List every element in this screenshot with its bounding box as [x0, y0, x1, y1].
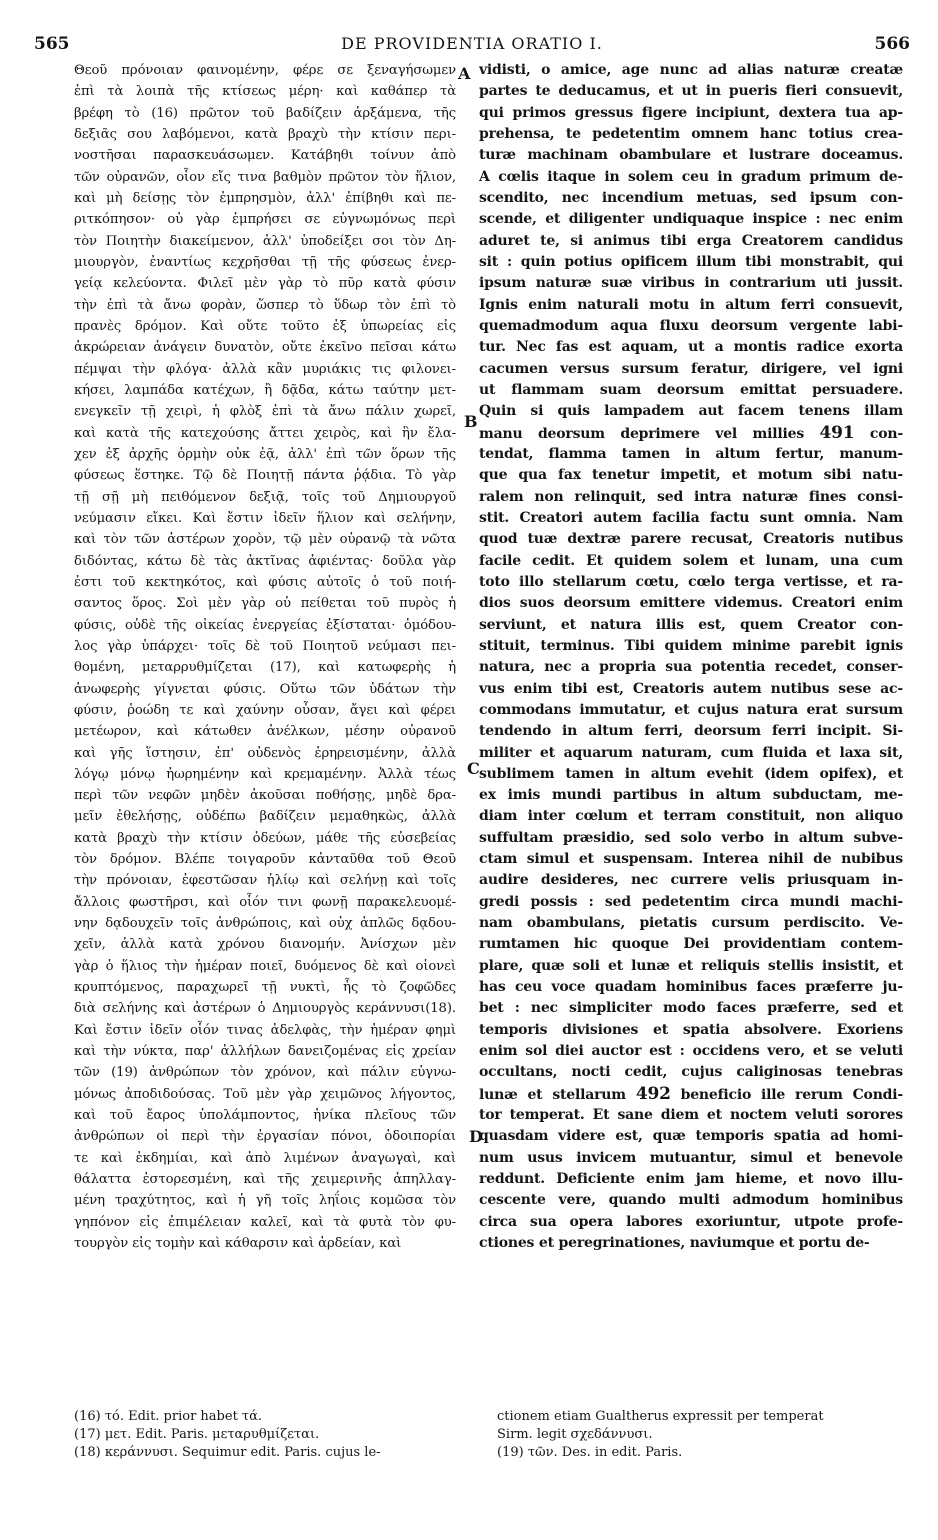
latin-text-line: qui primos gressus figere incipiunt, dextera tua ap-: [479, 104, 903, 121]
column-number: 491: [819, 422, 855, 443]
latin-text-line: aduret te, si animus tibi erga Creatorem candidus: [479, 232, 903, 249]
latin-text-line: stit. Creatori autem facilia factu sunt omnia. Nam: [479, 509, 903, 526]
greek-text-line: τουργὸν εἰς τομὴν καὶ κάθαρσιν καὶ ἀρδείαν, καὶ: [74, 1236, 402, 1252]
margin-marker-a: A: [458, 64, 471, 83]
greek-text-line: τῶν οὐρανῶν, οἷον εἴς τινα βαθμὸν πρῶτον τὸν ἥλιον,: [74, 169, 456, 185]
greek-text-line: χεν ἐξ ἀρχῆς ὁρμὴν οὐκ ἐᾷ, ἀλλ' ἐπὶ τῶν ὅρων τῆς: [74, 446, 456, 462]
latin-text-line: militer et aquarum naturam, cum fluida et laxa sit,: [479, 744, 903, 761]
greek-text-line: τὸν Ποιητὴν διακείμενον, ἀλλ' ὑποδείξει σοι τὸν Δη-: [74, 233, 456, 249]
latin-text-line: A cœlis itaque in solem ceu in gradum primum de-: [479, 168, 903, 185]
margin-marker-b: B: [464, 412, 478, 431]
greek-text-line: γὰρ ὁ ἥλιος τὴν ἡμέραν ποιεῖ, δυόμενος δὲ καὶ οἱονεὶ: [74, 958, 456, 974]
greek-text-line: σαντος ὅρος. Σοὶ μὲν γὰρ οὐ πείθεται τοῦ πυρὸς ἡ: [74, 596, 456, 612]
footnote: Sirm. legit σχεδάννυσι.: [497, 1427, 653, 1442]
greek-text-line: θάλαττα ἐστορεσμένη, καὶ τῆς χειμερινῆς ἀπηλλαγ-: [74, 1172, 456, 1188]
greek-text-line: Θεοῦ πρόνοιαν φαινομένην, φέρε σε ξεναγήσωμεν: [74, 63, 456, 78]
greek-text-line: ἀνωφερὴς γίγνεται φύσις. Οὕτω τῶν ὑδάτων τὴν: [74, 681, 456, 697]
latin-text-line: temporis divisiones et spatia absolvere. Exoriens: [479, 1021, 903, 1038]
footnotes-right: [497, 1408, 907, 1462]
running-header: [34, 34, 910, 60]
latin-text-line: ut flammam suam deorsum emittat persuadere.: [479, 381, 903, 398]
latin-text-line: toto illo stellarum cœtu, cœlo terga vertisse, et ra-: [479, 573, 903, 590]
latin-text-line: ctiones et peregrinationes, naviumque et portu de-: [479, 1235, 870, 1252]
margin-marker-d: D: [469, 1127, 483, 1146]
greek-text-line: χεῖν, ἀλλὰ κατὰ χρόνου διανομήν. Ἀνίσχων μὲν: [74, 937, 456, 953]
page-number-left: 565: [34, 34, 70, 54]
greek-text-line: μένη τραχύτητος, καὶ ἡ γῆ τοῖς ληΐοις κομῶσα τὸν: [74, 1193, 456, 1209]
greek-text-line: καὶ τὴν νύκτα, παρ' ἀλλήλων δανειζομένας εἰς χρείαν: [74, 1044, 456, 1060]
greek-text-line: τὴν πρόνοιαν, ἐφεστῶσαν ἡλίῳ καὶ σελήνῃ καὶ τοῖς: [74, 873, 456, 889]
latin-text-line: audire desideres, nec currere velis priusquam in-: [479, 872, 903, 889]
latin-text-line: quasdam videre est, quæ temporis spatia ad homi-: [479, 1128, 903, 1145]
greek-text-line: φύσεως ἕστηκε. Τῷ δὲ Ποιητῇ πάντα ῥᾴδια. Τὸ γὰρ: [74, 468, 456, 484]
greek-text-line: κρυπτόμενος, παραχωρεῖ τῇ νυκτὶ, ἧς τὸ ζοφῶδες: [74, 980, 456, 996]
greek-text-line: μιουργὸν, ἐναντίως κεχρῆσθαι τῇ τῆς φύσεως ἐνερ-: [74, 254, 456, 270]
greek-text-line: ἐστι τοῦ κεκτηκότος, καὶ φύσις αὐτοῖς ὁ τοῦ ποιή-: [74, 574, 456, 590]
latin-text-line: gredi possis : sed pedetentim circa mundi machi-: [479, 893, 903, 910]
latin-text-line: cescente vere, quando multi admodum hominibus: [479, 1192, 903, 1209]
greek-text-column: [74, 60, 456, 1254]
greek-text-line: μεῖν ἐθελήσῃς, οὐδέπω βαδίζειν μεμαθηκὼς, ἀλλὰ: [74, 809, 456, 825]
latin-text-line: tendat, flamma tamen in altum fertur, manum-: [479, 445, 903, 462]
latin-text-line: suffultam præsidio, sed solo verbo in altum subve-: [479, 829, 903, 846]
latin-text-line: plare, quæ soli et lunæ et reliquis stellis insistit, et: [479, 957, 903, 974]
latin-text-line: tor temperat. Et sane diem et noctem veluti sorores: [479, 1107, 903, 1124]
latin-text-line: manu deorsum deprimere vel millies 491 con-: [479, 422, 903, 443]
greek-text-line: μετέωρον, καὶ κάτωθεν ἀνέλκων, μέσην οὐρανοῦ: [74, 724, 456, 740]
latin-text-line: dios suos deorsum emittere videmus. Creatori enim: [479, 595, 903, 612]
greek-text-line: νεύμασιν εἴκει. Καὶ ἔστιν ἰδεῖν ἥλιον καὶ σελήνην,: [74, 510, 456, 526]
greek-text-line: κήσει, λαμπάδα κατέχων, ἢ δᾷδα, κάτω ταύτην μετ-: [74, 382, 456, 398]
greek-text-line: μόνως ἀποδιδούσας. Τοῦ μὲν γὰρ χειμῶνος λήγοντος,: [74, 1086, 456, 1102]
greek-text-line: νην δᾳδουχεῖν τοῖς ἀνθρώποις, καὶ οὐχ ἁπλῶς δᾳδου-: [74, 916, 456, 932]
latin-text-line: vus enim tibi est, Creatoris autem nutibus sese ac-: [479, 680, 903, 697]
greek-text-line: διδόντας, κάτω δὲ τὰς ἀκτῖνας ἀφιέντας· δοῦλα γὰρ: [74, 553, 456, 569]
footnote: ctionem etiam Gualtherus expressit per temperat: [497, 1409, 824, 1424]
latin-text-line: prehensa, te pedetentim omnem hanc totius crea-: [479, 125, 903, 142]
footnote: (16) τό. Edit. prior habet τά.: [74, 1409, 263, 1424]
footnote: (18) κεράννυσι. Sequimur edit. Paris. cujus le-: [74, 1445, 381, 1460]
greek-text-line: θομένη, μεταρρυθμίζεται (17), καὶ κατωφερὴς ἡ: [74, 660, 456, 676]
greek-text-line: φύσιν, ῥοώδη τε καὶ χαύνην οὖσαν, ἄγει καὶ φέρει: [74, 702, 456, 718]
latin-text-line: sublimem tamen in altum evehit (idem opifex), et: [479, 765, 903, 782]
greek-text-line: δεξιᾶς σου λαβόμενοι, κατὰ βραχὺ τὴν κτίσιν περι-: [74, 126, 456, 142]
greek-text-line: ριτκόπησον· οὐ γὰρ ἐμπρήσει σε εὐγνωμόνως περὶ: [74, 212, 456, 228]
greek-text-line: τὴν ἐπὶ τὰ ἄνω φορὰν, ὥσπερ τὸ ὕδωρ τὸν ἐπὶ τὸ: [74, 297, 456, 313]
greek-text-line: τῶν (19) ἀνθρώπων τὸν χρόνον, καὶ πάλιν εὐγνω-: [74, 1065, 456, 1081]
greek-text-line: λόγῳ μόνῳ ἠωρημένην καὶ κρεμαμένην. Ἀλλὰ τέως: [74, 766, 456, 782]
latin-text-line: bet : nec simpliciter modo faces præferre, sed et: [479, 1000, 903, 1017]
greek-text-line: ενεγκεῖν τῇ χειρὶ, ἡ φλὸξ ἐπὶ τὰ ἄνω πάλιν χωρεῖ,: [74, 404, 456, 420]
latin-text-line: quod tuæ dextræ parere recusat, Creatoris nutibus: [479, 531, 903, 548]
greek-text-line: κατὰ βραχὺ τὴν κτίσιν ὁδεύων, μάθε τῆς εὐσεβείας: [74, 830, 456, 846]
greek-text-line: πέμψαι τὴν φλόγα· ἀλλὰ κἂν μυριάκις τις φιλονει-: [74, 361, 456, 377]
column-number: 492: [635, 1083, 671, 1104]
latin-text-line: lunæ et stellarum 492 beneficio ille rerum Condi-: [479, 1083, 903, 1104]
latin-text-line: rumtamen hic quoque Dei providentiam contem-: [479, 936, 903, 953]
greek-text-line: ἀκρώρειαν ἀνάγειν δυνατὸν, οὔτε ἐκεῖνο πεῖσαι κάτω: [74, 340, 456, 356]
latin-text-line: que qua fax tenetur impetit, et motum sibi natu-: [479, 467, 903, 484]
latin-text-line: ex imis mundi partibus in altum subductam, me-: [479, 787, 903, 804]
latin-text-line: Ignis enim naturali motu in altum ferri consuevit,: [479, 296, 903, 313]
footnotes-left: [74, 1408, 456, 1462]
latin-text-line: cacumen versus sursum feratur, dirigere, vel igni: [479, 360, 903, 377]
greek-text-line: καὶ γῆς ἵστησιν, ἐπ' οὐδενὸς ἐρηρεισμένην, ἀλλὰ: [74, 745, 456, 761]
latin-text-line: nam obambulans, pietatis cursum perdiscito. Ve-: [479, 915, 903, 932]
greek-text-line: γηπόνον εἰς ἐπιμέλειαν καλεῖ, καὶ τὰ φυτὰ τὸν φυ-: [74, 1214, 456, 1230]
latin-text-line: turæ machinam obambulare et lustrare doceamus.: [479, 147, 903, 164]
latin-text-line: sit : quin potius opificem illum tibi monstrabit, qui: [479, 253, 903, 270]
latin-text-line: circa sua opera labores exoriuntur, utpote profe-: [479, 1213, 903, 1230]
latin-text-line: serviunt, et natura illis est, quem Creator con-: [479, 616, 903, 633]
latin-text-line: tur. Nec fas est aquam, ut a montis radice exorta: [479, 339, 903, 356]
greek-text-line: βρέφη τὸ (16) πρῶτον τοῦ βαδίζειν ἀρξάμενα, τῆς: [74, 105, 456, 121]
greek-text-line: νοστῆσαι παρασκευάσωμεν. Κατάβηθι τοίνυν ἀπὸ: [74, 148, 456, 164]
greek-text-line: καὶ μὴ δείσῃς τὸν ἐμπρησμὸν, ἀλλ' ἐπίβηθι καὶ πε-: [74, 190, 456, 206]
greek-text-line: διὰ σελήνης καὶ ἀστέρων ὁ Δημιουργὸς κεράννυσι(18).: [74, 1001, 456, 1017]
latin-text-line: ralem non relinquit, sed intra naturæ fines consi-: [479, 488, 903, 505]
footnote: (19) τῶν. Des. in edit. Paris.: [497, 1445, 683, 1460]
latin-text-line: enim sol diei auctor est : occidens vero, et se veluti: [479, 1043, 903, 1060]
latin-text-line: Quin si quis lampadem aut facem tenens illam: [479, 403, 903, 420]
greek-text-line: Καὶ ἔστιν ἰδεῖν οἷόν τινας ἀδελφὰς, τὴν ἡμέραν φημὶ: [74, 1022, 456, 1038]
greek-text-line: καὶ τὸν τῶν ἀστέρων χορὸν, τῷ μὲν οὐρανῷ τὰ νῶτα: [74, 532, 456, 548]
latin-text-line: tendendo in altum ferri, deorsum ferri incipit. Si-: [479, 723, 903, 740]
latin-text-column: [479, 60, 903, 1254]
latin-text-line: partes te deducamus, et ut in pueris fieri consuevit,: [479, 83, 903, 100]
latin-text-line: ctam simul et suspensam. Interea nihil de nubibus: [479, 851, 903, 868]
greek-text-line: καὶ τοῦ ἔαρος ὑπολάμποντος, ἡνίκα πλεῖους τῶν: [74, 1108, 456, 1124]
greek-text-line: καὶ κατὰ τῆς κατεχούσης ἄττει χειρὸς, καὶ ἣν ἔλα-: [74, 425, 456, 441]
running-title: DE PROVIDENTIA ORATIO I.: [341, 34, 603, 53]
greek-text-line: τὸν δρόμον. Βλέπε τοιγαροῦν κἀνταῦθα τοῦ Θεοῦ: [74, 852, 456, 868]
latin-text-line: has ceu voce quadam hominibus faces præferre ju-: [479, 979, 903, 996]
greek-text-line: λος γὰρ ὑπάρχει· τοῖς δὲ τοῦ Ποιητοῦ νεύμασι πει-: [74, 638, 456, 654]
latin-text-line: stituit, terminus. Tibi quidem minime parebit ignis: [479, 637, 903, 654]
greek-text-line: τῇ σῇ μὴ πειθόμενον δεξιᾷ, τοῖς τοῦ Δημιουργοῦ: [74, 489, 456, 505]
greek-text-line: ἐπὶ τὰ λοιπὰ τῆς κτίσεως μέρη· καὶ καθάπερ τὰ: [74, 84, 456, 100]
latin-text-line: scendito, nec incendium metuas, sed ipsum con-: [479, 189, 903, 206]
greek-text-line: ἄλλοις φωστῆρσι, καὶ οἷόν τινι φωνῇ παρακελευομέ-: [74, 894, 456, 910]
page-number-right: 566: [874, 34, 910, 54]
latin-text-line: vidisti, o amice, age nunc ad alias naturæ creatæ: [479, 62, 903, 78]
latin-text-line: natura, nec a propria sua potentia recedet, conser-: [479, 659, 903, 676]
latin-text-line: facile cedit. Et quidem solem et lunam, una cum: [479, 552, 903, 569]
latin-text-line: scende, et diligenter undiquaque inspice : nec enim: [479, 211, 903, 228]
margin-marker-c: C: [467, 759, 480, 778]
latin-text-line: reddunt. Deficiente enim jam hieme, et novo illu-: [479, 1171, 903, 1188]
greek-text-line: πρανὲς δρόμον. Καὶ οὔτε τοῦτο ἐξ ὑπωρείας εἰς: [74, 318, 456, 334]
latin-text-line: occultans, nocti cedit, cujus caliginosas tenebras: [479, 1064, 903, 1081]
footnote: (17) μετ. Edit. Paris. μεταρυθμίζεται.: [74, 1427, 320, 1442]
latin-text-line: ipsum naturæ suæ viribus in contrarium uti jussit.: [479, 275, 903, 292]
greek-text-line: περὶ τῶν νεφῶν μηδὲν ἀκοῦσαι ποθήσῃς, μηδὲ δρα-: [74, 788, 456, 804]
greek-text-line: ἀνθρώπων οἱ περὶ τὴν ἐργασίαν πόνοι, ὁδοιπορίαι: [74, 1129, 456, 1145]
greek-text-line: γείᾳ κελεύοντα. Φιλεῖ μὲν γὰρ τὸ πῦρ κατὰ φύσιν: [74, 276, 456, 292]
latin-text-line: diam inter cœlum et terram constituit, non aliquo: [479, 808, 903, 825]
latin-text-line: quemadmodum aqua fluxu deorsum vergente labi-: [479, 317, 903, 334]
greek-text-line: φύσις, οὐδὲ τῆς οἰκείας ἐνεργείας ἐξίσταται· ὁμόδου-: [74, 617, 456, 633]
latin-text-line: commodans immutatur, et cujus natura erat sursum: [479, 701, 903, 718]
greek-text-line: τε καὶ ἐκδημίαι, καὶ ἀπὸ λιμένων ἀναγωγαὶ, καὶ: [74, 1150, 456, 1166]
latin-text-line: num usus invicem mutuantur, simul et benevole: [479, 1149, 903, 1166]
